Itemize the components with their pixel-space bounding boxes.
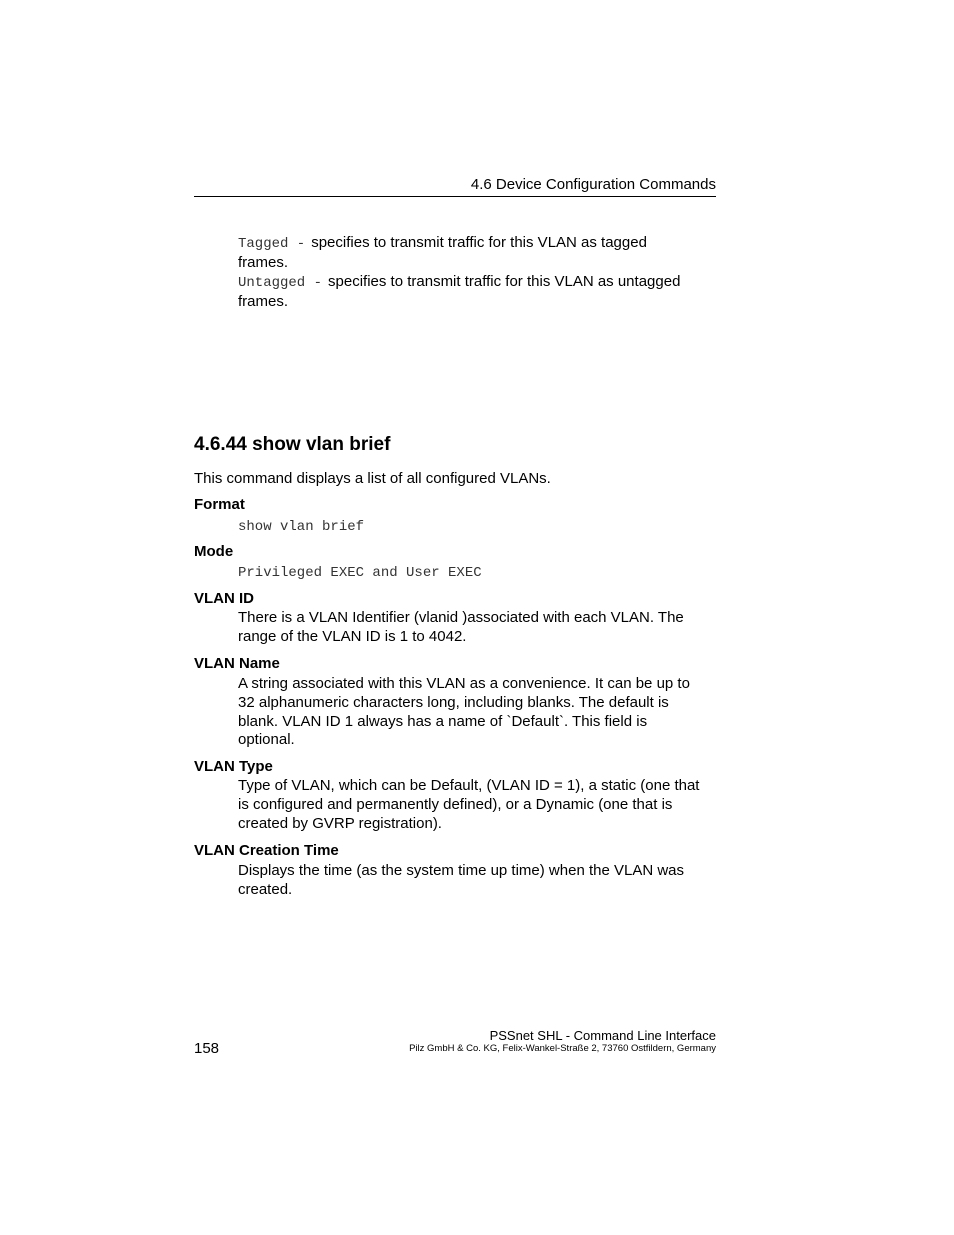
field-label-vlan-name: VLAN Name: [194, 655, 280, 672]
field-desc-vlan-creation-time: [238, 862, 716, 900]
field-desc-line: blank. VLAN ID 1 always has a name of `Default`. This field is: [238, 712, 648, 730]
field-desc-line: Displays the time (as the system time up time) when the VLAN was: [238, 862, 685, 879]
field-desc-line: created by GVRP registration).: [238, 814, 442, 832]
field-desc-line: Type of VLAN, which can be Default, (VLAN ID = 1), a static (one that: [238, 777, 700, 794]
field-desc-line: is configured and permanently defined), or a Dynamic (one that is: [238, 795, 673, 813]
option-desc-cont: frames.: [238, 292, 289, 310]
field-desc-line: A string associated with this VLAN as a convenience. It can be up to: [238, 675, 690, 692]
running-header: 4.6 Device Configuration Commands: [470, 176, 716, 193]
field-desc-line: There is a VLAN Identifier (vlanid )associated with each VLAN. The: [238, 609, 684, 626]
footer-title: PSSnet SHL - Command Line Interface: [489, 1028, 716, 1043]
field-label-vlan-type: VLAN Type: [194, 758, 273, 775]
format-label: Format: [194, 496, 245, 513]
mode-label: Mode: [194, 543, 234, 560]
option-untagged: [238, 273, 716, 312]
field-desc-line: 32 alphanumeric characters long, including blanks. The default is: [238, 693, 669, 711]
field-desc-line: range of the VLAN ID is 1 to 4042.: [238, 627, 467, 645]
field-label-vlan-creation-time: VLAN Creation Time: [194, 842, 339, 859]
option-term: Tagged -: [238, 236, 306, 252]
footer-address: Pilz GmbH & Co. KG, Felix-Wankel-Straße 2, 73760 Ostfildern, Germany: [409, 1043, 716, 1054]
field-desc-line: created.: [238, 880, 293, 898]
option-desc: specifies to transmit traffic for this VLAN as untagged: [328, 273, 681, 290]
option-desc-cont: frames.: [238, 253, 289, 271]
field-desc-line: optional.: [238, 731, 295, 749]
mode-value: Privileged EXEC and User EXEC: [238, 565, 482, 581]
page-number: 158: [194, 1040, 220, 1057]
option-tagged: [238, 234, 716, 273]
format-value: show vlan brief: [238, 519, 365, 535]
field-desc-vlan-id: [238, 609, 716, 647]
field-desc-vlan-type: [238, 777, 716, 833]
header-rule: [194, 196, 716, 197]
field-desc-vlan-name: [238, 675, 716, 750]
section-heading: 4.6.44 show vlan brief: [194, 434, 391, 455]
option-desc: specifies to transmit traffic for this VLAN as tagged: [311, 234, 647, 251]
option-term: Untagged -: [238, 275, 323, 291]
section-intro: This command displays a list of all configured VLANs.: [194, 470, 551, 487]
field-label-vlan-id: VLAN ID: [194, 590, 254, 607]
